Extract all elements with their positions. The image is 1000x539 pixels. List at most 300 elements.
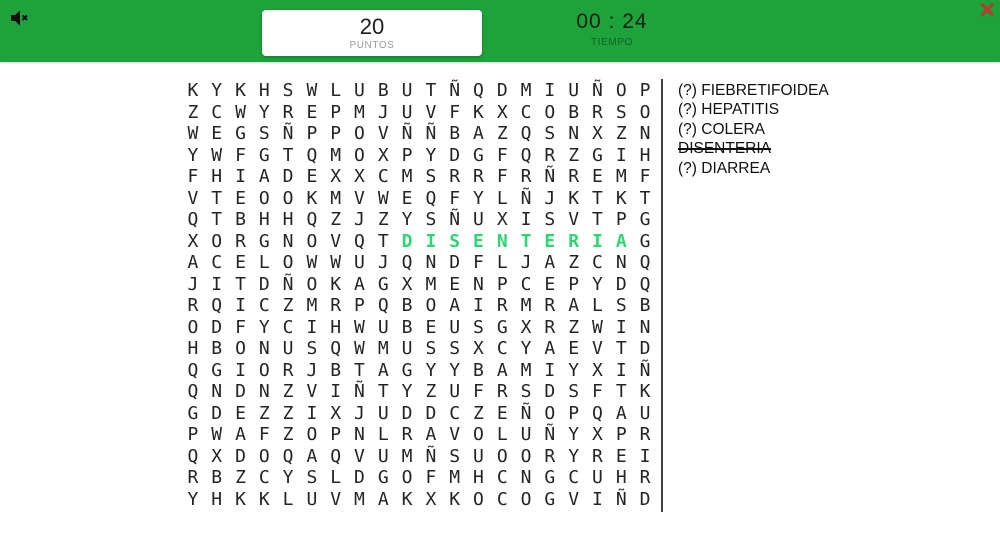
grid-cell[interactable]: G — [544, 467, 556, 488]
grid-cell[interactable]: J — [377, 101, 389, 123]
grid-cell[interactable]: A — [568, 295, 580, 316]
grid-cell[interactable]: X — [401, 273, 413, 295]
grid-cell[interactable]: D — [354, 467, 365, 488]
grid-cell[interactable]: H — [615, 467, 627, 488]
grid-cell[interactable]: W — [354, 316, 365, 338]
grid-cell[interactable]: S — [425, 166, 437, 187]
grid-cell[interactable]: Ñ — [425, 123, 437, 144]
grid-cell[interactable]: Ñ — [592, 80, 603, 101]
grid-cell[interactable]: M — [306, 295, 318, 316]
grid-cell[interactable]: Y — [401, 209, 413, 230]
grid-cell[interactable]: V — [568, 488, 580, 510]
grid-cell[interactable]: E — [306, 101, 318, 123]
grid-cell[interactable]: F — [425, 467, 437, 488]
grid-cell[interactable]: C — [496, 467, 508, 488]
grid-cell[interactable]: Q — [401, 252, 413, 273]
grid-cell[interactable]: U — [377, 402, 389, 424]
grid-cell[interactable]: Z — [496, 123, 508, 144]
grid-cell[interactable]: R — [520, 166, 532, 187]
grid-cell[interactable]: I — [306, 316, 318, 338]
grid-cell[interactable]: D — [401, 402, 413, 424]
grid-cell[interactable]: C — [258, 467, 270, 488]
grid-cell[interactable]: F — [235, 144, 246, 166]
grid-cell[interactable]: M — [354, 101, 365, 123]
grid-cell[interactable]: B — [235, 209, 246, 230]
grid-cell[interactable]: Ñ — [449, 80, 461, 101]
grid-cell[interactable]: X — [520, 316, 532, 338]
grid-cell[interactable]: X — [592, 359, 603, 381]
grid-cell[interactable]: P — [401, 144, 413, 166]
grid-cell[interactable]: K — [187, 80, 199, 101]
grid-cell[interactable]: F — [496, 166, 508, 187]
grid-cell[interactable]: R — [282, 101, 294, 123]
word-list-item[interactable] — [678, 100, 829, 119]
grid-cell[interactable]: X — [187, 230, 199, 252]
grid-cell[interactable]: W — [377, 187, 389, 209]
grid-cell[interactable]: U — [473, 209, 484, 230]
grid-cell[interactable]: B — [377, 80, 389, 101]
grid-cell[interactable]: J — [187, 273, 199, 295]
grid-cell[interactable]: V — [354, 187, 365, 209]
grid-cell[interactable]: R — [639, 424, 651, 445]
grid-cell[interactable]: U — [401, 338, 413, 359]
grid-cell[interactable]: P — [330, 101, 342, 123]
grid-cell[interactable]: I — [615, 316, 627, 338]
grid-cell[interactable]: S — [282, 80, 294, 101]
grid-cell[interactable]: M — [520, 80, 532, 101]
grid-cell[interactable]: E — [211, 123, 223, 144]
grid-cell[interactable]: B — [211, 338, 223, 359]
grid-cell[interactable]: F — [473, 381, 484, 402]
grid-cell[interactable]: N — [520, 467, 532, 488]
grid-cell[interactable]: S — [615, 101, 627, 123]
grid-cell[interactable]: T — [425, 80, 437, 101]
grid-cell[interactable]: N — [639, 316, 651, 338]
grid-cell[interactable]: R — [592, 101, 603, 123]
grid-cell[interactable]: J — [354, 209, 365, 230]
grid-cell[interactable]: X — [473, 338, 484, 359]
grid-cell[interactable]: I — [330, 381, 342, 402]
grid-cell[interactable]: Z — [377, 209, 389, 230]
grid-cell[interactable]: O — [425, 295, 437, 316]
grid-cell[interactable]: R — [568, 166, 580, 187]
grid-cell[interactable]: N — [473, 273, 484, 295]
grid-cell[interactable]: Y — [473, 187, 484, 209]
grid-cell[interactable]: D — [401, 230, 413, 252]
grid-cell[interactable]: S — [449, 445, 461, 467]
grid-cell[interactable]: W — [187, 123, 199, 144]
grid-cell[interactable]: G — [401, 359, 413, 381]
grid-cell[interactable]: T — [354, 359, 365, 381]
grid-cell[interactable]: A — [615, 230, 627, 252]
grid-cell[interactable]: A — [473, 123, 484, 144]
grid-cell[interactable]: I — [639, 445, 651, 467]
grid-cell[interactable]: E — [235, 252, 246, 273]
grid-cell[interactable]: Y — [258, 101, 270, 123]
grid-cell[interactable]: M — [449, 467, 461, 488]
grid-cell[interactable]: U — [473, 445, 484, 467]
grid-cell[interactable]: N — [496, 230, 508, 252]
grid-cell[interactable]: S — [473, 316, 484, 338]
grid-cell[interactable]: Y — [425, 144, 437, 166]
grid-cell[interactable]: Y — [258, 316, 270, 338]
grid-cell[interactable]: G — [258, 144, 270, 166]
grid-cell[interactable]: U — [306, 488, 318, 510]
grid-cell[interactable]: W — [330, 252, 342, 273]
grid-cell[interactable]: Q — [330, 338, 342, 359]
grid-cell[interactable]: N — [639, 123, 651, 144]
grid-cell[interactable]: E — [496, 402, 508, 424]
grid-cell[interactable]: L — [496, 424, 508, 445]
grid-cell[interactable]: U — [520, 424, 532, 445]
grid-cell[interactable]: R — [187, 295, 199, 316]
grid-cell[interactable]: S — [449, 338, 461, 359]
grid-cell[interactable]: U — [568, 80, 580, 101]
grid-cell[interactable]: D — [235, 445, 246, 467]
grid-cell[interactable]: Q — [377, 295, 389, 316]
grid-cell[interactable]: K — [235, 488, 246, 510]
grid-cell[interactable]: Y — [449, 359, 461, 381]
grid-cell[interactable]: K — [401, 488, 413, 510]
grid-cell[interactable]: O — [187, 316, 199, 338]
grid-cell[interactable]: Q — [520, 144, 532, 166]
grid-cell[interactable]: N — [568, 123, 580, 144]
grid-cell[interactable]: L — [258, 252, 270, 273]
grid-cell[interactable]: F — [258, 424, 270, 445]
grid-cell[interactable]: O — [282, 252, 294, 273]
grid-cell[interactable]: R — [401, 424, 413, 445]
grid-cell[interactable]: J — [354, 402, 365, 424]
grid-cell[interactable]: R — [449, 166, 461, 187]
grid-cell[interactable]: H — [258, 80, 270, 101]
grid-cell[interactable]: T — [377, 230, 389, 252]
grid-cell[interactable]: U — [377, 445, 389, 467]
grid-cell[interactable]: J — [306, 359, 318, 381]
grid-cell[interactable]: K — [258, 488, 270, 510]
grid-cell[interactable]: R — [282, 359, 294, 381]
grid-cell[interactable]: C — [211, 101, 223, 123]
grid-cell[interactable]: L — [330, 467, 342, 488]
grid-cell[interactable]: E — [615, 445, 627, 467]
grid-cell[interactable]: L — [282, 488, 294, 510]
grid-cell[interactable]: P — [330, 424, 342, 445]
grid-cell[interactable]: K — [330, 273, 342, 295]
hint-icon[interactable]: (?) — [678, 101, 702, 119]
grid-cell[interactable]: C — [282, 316, 294, 338]
grid-cell[interactable]: B — [473, 359, 484, 381]
grid-cell[interactable]: T — [615, 381, 627, 402]
grid-cell[interactable]: A — [449, 295, 461, 316]
grid-cell[interactable]: C — [520, 101, 532, 123]
grid-cell[interactable]: H — [639, 144, 651, 166]
grid-cell[interactable]: F — [187, 166, 199, 187]
grid-cell[interactable]: G — [377, 273, 389, 295]
grid-cell[interactable]: B — [211, 467, 223, 488]
grid-cell[interactable]: U — [592, 467, 603, 488]
grid-cell[interactable]: U — [449, 316, 461, 338]
grid-cell[interactable]: Q — [639, 252, 651, 273]
grid-cell[interactable]: M — [401, 445, 413, 467]
grid-cell[interactable]: A — [235, 424, 246, 445]
grid-cell[interactable]: G — [258, 230, 270, 252]
grid-cell[interactable]: D — [449, 252, 461, 273]
grid-cell[interactable]: L — [377, 424, 389, 445]
grid-cell[interactable]: R — [568, 230, 580, 252]
grid-cell[interactable]: O — [258, 359, 270, 381]
grid-cell[interactable]: O — [354, 144, 365, 166]
grid-cell[interactable]: R — [544, 445, 556, 467]
grid-cell[interactable]: W — [211, 424, 223, 445]
grid-cell[interactable]: R — [592, 445, 603, 467]
grid-cell[interactable]: Q — [306, 209, 318, 230]
grid-cell[interactable]: Q — [354, 230, 365, 252]
grid-cell[interactable]: Ñ — [520, 402, 532, 424]
grid-cell[interactable]: T — [377, 381, 389, 402]
grid-cell[interactable]: W — [211, 144, 223, 166]
grid-cell[interactable]: P — [568, 273, 580, 295]
grid-cell[interactable]: E — [568, 338, 580, 359]
grid-cell[interactable]: S — [520, 381, 532, 402]
grid-cell[interactable]: H — [330, 316, 342, 338]
grid-cell[interactable]: F — [473, 252, 484, 273]
grid-cell[interactable]: M — [330, 144, 342, 166]
grid-cell[interactable]: N — [354, 424, 365, 445]
grid-cell[interactable]: I — [592, 230, 603, 252]
grid-cell[interactable]: I — [425, 230, 437, 252]
grid-cell[interactable]: P — [496, 273, 508, 295]
grid-cell[interactable]: V — [592, 338, 603, 359]
grid-cell[interactable]: V — [377, 123, 389, 144]
grid-cell[interactable]: R — [187, 467, 199, 488]
grid-cell[interactable]: O — [401, 467, 413, 488]
grid-cell[interactable]: G — [592, 144, 603, 166]
grid-cell[interactable]: Z — [187, 101, 199, 123]
grid-cell[interactable]: H — [211, 488, 223, 510]
grid-cell[interactable]: C — [377, 166, 389, 187]
grid-cell[interactable]: Z — [568, 252, 580, 273]
grid-cell[interactable]: H — [473, 467, 484, 488]
grid-cell[interactable]: Q — [211, 295, 223, 316]
grid-cell[interactable]: K — [449, 488, 461, 510]
grid-cell[interactable]: P — [330, 123, 342, 144]
grid-cell[interactable]: A — [187, 252, 199, 273]
grid-cell[interactable]: L — [592, 295, 603, 316]
grid-cell[interactable]: Z — [615, 123, 627, 144]
grid-cell[interactable]: G — [211, 359, 223, 381]
grid-cell[interactable]: F — [639, 166, 651, 187]
grid-cell[interactable]: S — [568, 381, 580, 402]
grid-cell[interactable]: X — [496, 209, 508, 230]
grid-cell[interactable]: O — [306, 424, 318, 445]
hint-icon[interactable]: (?) — [678, 120, 702, 138]
grid-cell[interactable]: S — [425, 338, 437, 359]
grid-cell[interactable]: Y — [282, 467, 294, 488]
grid-cell[interactable]: G — [639, 230, 651, 252]
grid-cell[interactable]: K — [568, 187, 580, 209]
grid-cell[interactable]: I — [520, 209, 532, 230]
grid-cell[interactable]: X — [330, 166, 342, 187]
grid-cell[interactable]: W — [306, 80, 318, 101]
grid-cell[interactable]: Ñ — [544, 166, 556, 187]
grid-cell[interactable]: A — [615, 402, 627, 424]
mute-button[interactable] — [8, 6, 32, 30]
grid-cell[interactable]: N — [282, 230, 294, 252]
grid-cell[interactable]: X — [592, 123, 603, 144]
grid-cell[interactable]: V — [306, 381, 318, 402]
grid-cell[interactable]: R — [330, 295, 342, 316]
grid-cell[interactable]: M — [401, 166, 413, 187]
grid-cell[interactable]: T — [282, 144, 294, 166]
grid-cell[interactable]: B — [401, 295, 413, 316]
grid-cell[interactable]: H — [282, 209, 294, 230]
grid-cell[interactable]: D — [235, 381, 246, 402]
grid-cell[interactable]: W — [592, 316, 603, 338]
grid-cell[interactable]: W — [354, 338, 365, 359]
grid-cell[interactable]: A — [306, 445, 318, 467]
grid-cell[interactable]: B — [449, 123, 461, 144]
grid-cell[interactable]: E — [235, 402, 246, 424]
grid-cell[interactable]: D — [425, 402, 437, 424]
grid-cell[interactable]: Q — [187, 209, 199, 230]
grid-cell[interactable]: S — [449, 230, 461, 252]
grid-cell[interactable]: H — [211, 166, 223, 187]
grid-cell[interactable]: E — [544, 273, 556, 295]
grid-cell[interactable]: U — [282, 338, 294, 359]
grid-cell[interactable]: Q — [187, 381, 199, 402]
grid-cell[interactable]: K — [235, 80, 246, 101]
grid-cell[interactable]: P — [615, 424, 627, 445]
grid-cell[interactable]: Y — [568, 359, 580, 381]
grid-cell[interactable]: U — [401, 80, 413, 101]
grid-cell[interactable]: Y — [211, 80, 223, 101]
grid-cell[interactable]: V — [187, 187, 199, 209]
grid-cell[interactable]: C — [258, 295, 270, 316]
grid-cell[interactable]: O — [258, 445, 270, 467]
grid-cell[interactable]: C — [520, 273, 532, 295]
grid-cell[interactable]: D — [544, 381, 556, 402]
grid-cell[interactable]: R — [496, 295, 508, 316]
grid-cell[interactable]: D — [449, 144, 461, 166]
grid-cell[interactable]: X — [330, 402, 342, 424]
grid-cell[interactable]: T — [520, 230, 532, 252]
grid-cell[interactable]: I — [473, 295, 484, 316]
grid-cell[interactable]: K — [639, 381, 651, 402]
grid-cell[interactable]: Ñ — [282, 123, 294, 144]
grid-cell[interactable]: N — [211, 381, 223, 402]
grid-cell[interactable]: Q — [639, 273, 651, 295]
grid-cell[interactable]: O — [496, 445, 508, 467]
grid-cell[interactable]: D — [258, 273, 270, 295]
grid-cell[interactable]: W — [235, 101, 246, 123]
grid-cell[interactable]: W — [306, 252, 318, 273]
grid-cell[interactable]: C — [592, 252, 603, 273]
grid-cell[interactable]: M — [354, 488, 365, 510]
grid-cell[interactable]: Ñ — [354, 381, 365, 402]
grid-cell[interactable]: I — [235, 359, 246, 381]
grid-cell[interactable]: N — [258, 338, 270, 359]
grid-cell[interactable]: A — [544, 252, 556, 273]
grid-cell[interactable]: Q — [187, 445, 199, 467]
grid-cell[interactable]: M — [330, 187, 342, 209]
grid-cell[interactable]: K — [473, 101, 484, 123]
grid-cell[interactable]: Q — [187, 359, 199, 381]
grid-cell[interactable]: H — [187, 338, 199, 359]
close-button[interactable]: ✕ — [978, 0, 996, 22]
grid-cell[interactable]: F — [592, 381, 603, 402]
grid-cell[interactable]: G — [235, 123, 246, 144]
grid-cell[interactable]: C — [449, 402, 461, 424]
grid-cell[interactable]: Z — [282, 381, 294, 402]
grid-cell[interactable]: T — [615, 338, 627, 359]
grid-cell[interactable]: S — [425, 209, 437, 230]
grid-cell[interactable]: E — [592, 166, 603, 187]
grid-cell[interactable]: D — [211, 402, 223, 424]
grid-cell[interactable]: Y — [425, 359, 437, 381]
grid-cell[interactable]: Q — [592, 402, 603, 424]
grid-cell[interactable]: E — [401, 187, 413, 209]
grid-cell[interactable]: D — [496, 80, 508, 101]
grid-cell[interactable]: P — [354, 295, 365, 316]
grid-cell[interactable]: O — [211, 230, 223, 252]
grid-cell[interactable]: Z — [258, 402, 270, 424]
grid-cell[interactable]: G — [639, 209, 651, 230]
grid-cell[interactable]: O — [615, 80, 627, 101]
grid-cell[interactable]: I — [544, 80, 556, 101]
grid-cell[interactable]: F — [496, 144, 508, 166]
grid-cell[interactable]: Z — [330, 209, 342, 230]
grid-cell[interactable]: A — [425, 424, 437, 445]
grid-cell[interactable]: F — [449, 187, 461, 209]
grid-cell[interactable]: G — [544, 488, 556, 510]
grid-cell[interactable]: O — [544, 402, 556, 424]
grid-cell[interactable]: M — [425, 273, 437, 295]
grid-cell[interactable]: O — [306, 230, 318, 252]
grid-cell[interactable]: H — [258, 209, 270, 230]
grid-cell[interactable]: O — [354, 123, 365, 144]
grid-cell[interactable]: M — [520, 295, 532, 316]
grid-cell[interactable]: U — [377, 316, 389, 338]
grid-cell[interactable]: R — [235, 230, 246, 252]
grid-cell[interactable]: S — [544, 209, 556, 230]
grid-cell[interactable]: E — [544, 230, 556, 252]
grid-cell[interactable]: P — [639, 80, 651, 101]
grid-cell[interactable]: S — [258, 123, 270, 144]
grid-cell[interactable]: B — [639, 295, 651, 316]
grid-cell[interactable]: Q — [520, 123, 532, 144]
grid-cell[interactable]: Z — [282, 295, 294, 316]
grid-cell[interactable]: C — [568, 467, 580, 488]
grid-cell[interactable]: A — [258, 166, 270, 187]
word-list-item[interactable] — [678, 81, 829, 100]
grid-cell[interactable]: U — [449, 381, 461, 402]
grid-cell[interactable]: Z — [568, 144, 580, 166]
grid-cell[interactable]: R — [473, 166, 484, 187]
grid-cell[interactable]: A — [354, 273, 365, 295]
grid-cell[interactable]: S — [544, 123, 556, 144]
grid-cell[interactable]: A — [377, 359, 389, 381]
grid-cell[interactable]: S — [615, 295, 627, 316]
grid-cell[interactable]: U — [354, 252, 365, 273]
grid-cell[interactable]: R — [639, 467, 651, 488]
grid-cell[interactable]: L — [496, 252, 508, 273]
grid-cell[interactable]: B — [568, 101, 580, 123]
grid-cell[interactable]: O — [520, 445, 532, 467]
grid-cell[interactable]: Ñ — [615, 488, 627, 510]
grid-cell[interactable]: O — [282, 187, 294, 209]
grid-cell[interactable]: S — [306, 338, 318, 359]
grid-cell[interactable]: D — [211, 316, 223, 338]
grid-cell[interactable]: V — [425, 101, 437, 123]
